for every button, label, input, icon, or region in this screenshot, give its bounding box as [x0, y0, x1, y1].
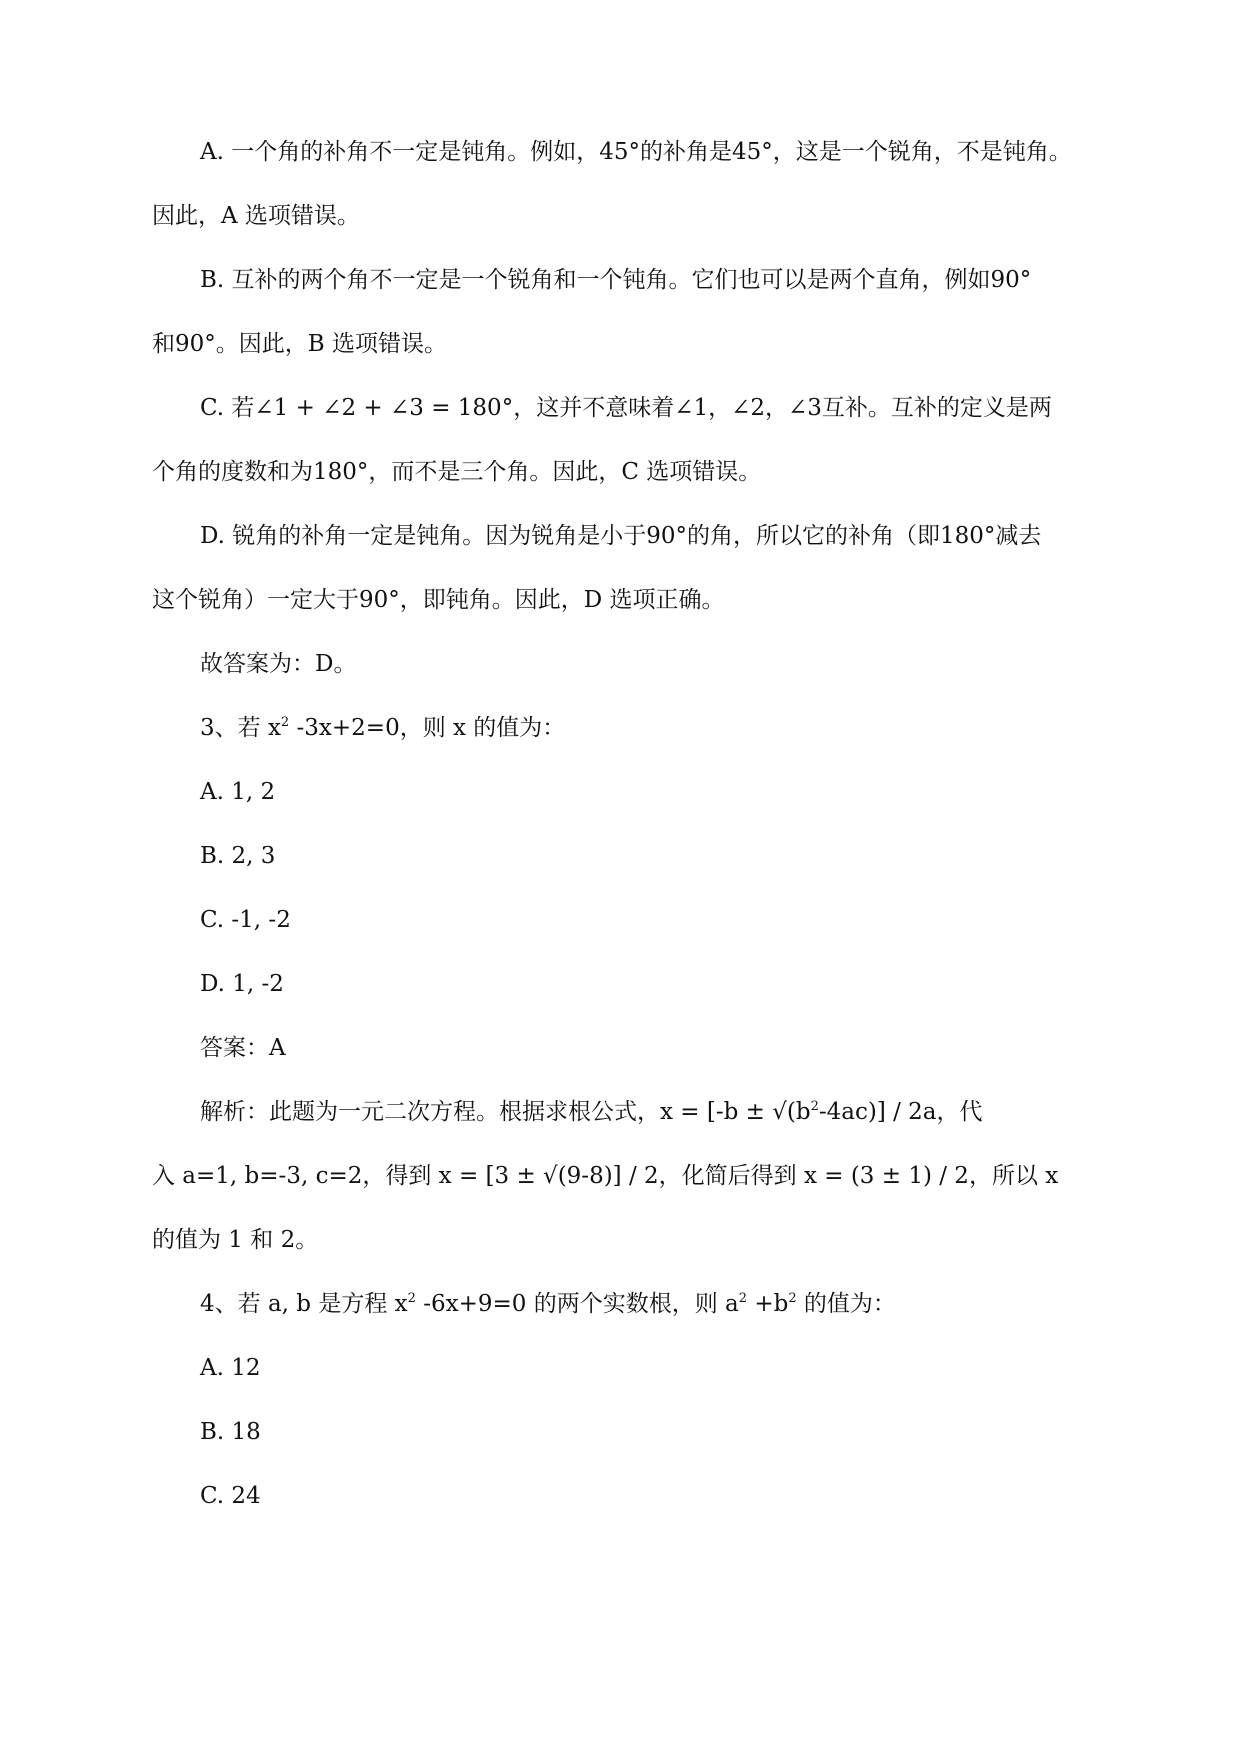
question-3-answer: 答案：A [200, 1035, 286, 1061]
question-4-stem [200, 1288, 896, 1320]
question-3-option-d: D. 1, -2 [200, 971, 284, 997]
q4-stem-sup1: 2 [407, 1291, 416, 1306]
option-d-explanation-line2: 这个锐角）一定大于90°，即钝角。因此，D 选项正确。 [152, 587, 725, 613]
q4-stem-post: 的值为： [796, 1291, 896, 1317]
q3-stem-sup: 2 [280, 715, 290, 730]
q3-analysis-sup: 2 [810, 1099, 819, 1114]
option-b-explanation-line1: B. 互补的两个角不一定是一个锐角和一个钝角。它们也可以是两个直角，例如90° [200, 267, 1032, 293]
question-2-final-answer: 故答案为：D。 [200, 651, 357, 677]
option-a-explanation-line2: 因此，A 选项错误。 [152, 203, 360, 229]
option-c-explanation-line2: 个角的度数和为180°，而不是三个角。因此，C 选项错误。 [152, 459, 762, 485]
option-d-explanation-line1: D. 锐角的补角一定是钝角。因为锐角是小于90°的角，所以它的补角（即180°减去 [200, 523, 1042, 549]
question-3-stem [200, 712, 565, 744]
question-4-option-c: C. 24 [200, 1483, 261, 1509]
q4-stem-mid2: +b [747, 1291, 789, 1317]
question-3-analysis-line1 [200, 1096, 983, 1128]
q3-stem-pre: 3、若 x [200, 715, 281, 741]
q3-analysis-pre: 解析：此题为一元二次方程。根据求根公式，x = [-b ± √(b [200, 1099, 811, 1125]
question-3-analysis-line2: 入 a=1, b=-3, c=2，得到 x = [3 ± √(9-8)] / 2，化简后得到 x = (3 ± 1) / 2，所以 x [152, 1163, 1059, 1189]
question-4-option-a: A. 12 [200, 1355, 261, 1381]
q4-stem-sup2: 2 [738, 1291, 748, 1306]
question-3-option-b: B. 2, 3 [200, 843, 276, 869]
q4-stem-mid: -6x+9=0 的两个实数根，则 a [415, 1291, 739, 1317]
q4-stem-sup3: 2 [788, 1291, 797, 1306]
option-c-explanation-line1: C. 若∠1 + ∠2 + ∠3 = 180°，这并不意味着∠1，∠2，∠3互补。互补的定义是两 [200, 395, 1052, 421]
question-3-option-c: C. -1, -2 [200, 907, 291, 933]
question-3-option-a: A. 1, 2 [200, 779, 276, 805]
option-b-explanation-line2: 和90°。因此，B 选项错误。 [152, 331, 447, 357]
q3-analysis-post: -4ac)] / 2a，代 [818, 1099, 983, 1125]
option-a-explanation-line1: A. 一个角的补角不一定是钝角。例如，45°的补角是45°，这是一个锐角，不是钝角。 [200, 139, 1072, 165]
question-4-option-b: B. 18 [200, 1419, 261, 1445]
question-3-analysis-line3: 的值为 1 和 2。 [152, 1227, 319, 1253]
q3-stem-post: -3x+2=0，则 x 的值为： [289, 715, 566, 741]
q4-stem-pre: 4、若 a, b 是方程 x [200, 1291, 408, 1317]
